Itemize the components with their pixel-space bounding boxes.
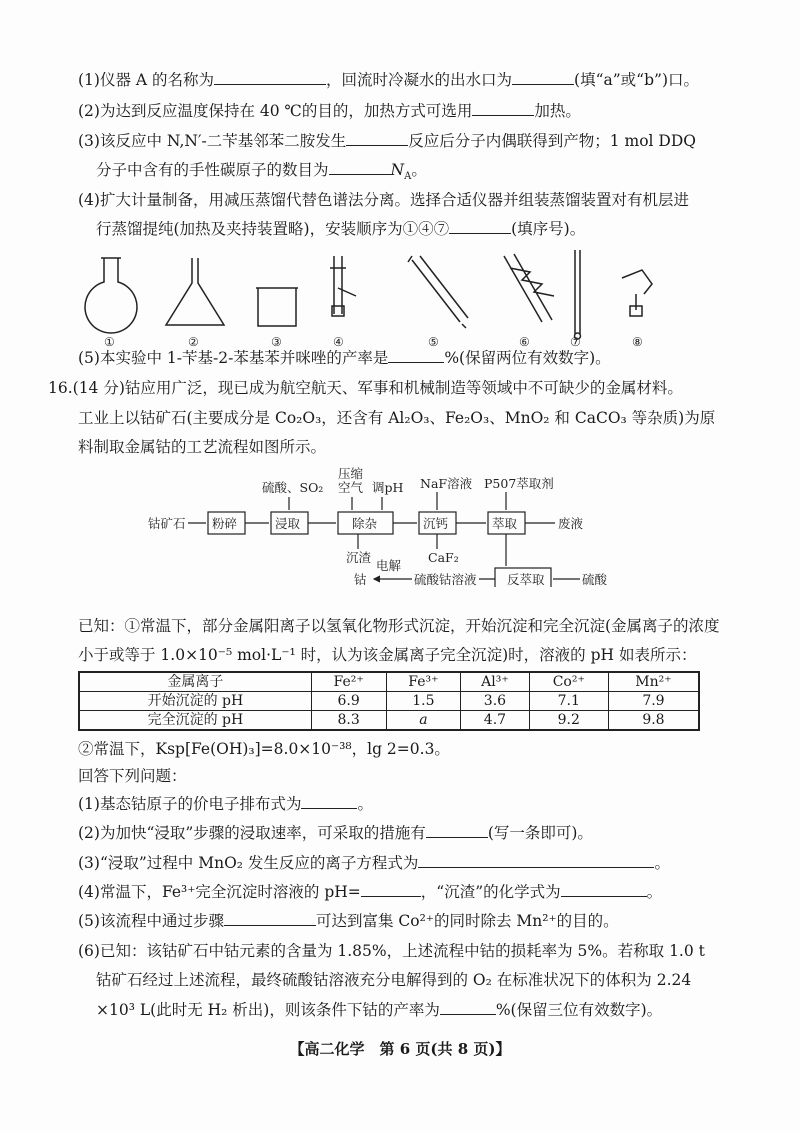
- q16-part6: (6)已知：该钴矿石中钴元素的含量为 1.85%，上述流程中钴的损耗率为 5%。若称取 1.0 t: [78, 942, 705, 960]
- table-cell: 8.3: [311, 711, 386, 731]
- flow-input-air1: 压缩: [338, 466, 364, 481]
- table-cell: 3.6: [461, 692, 529, 711]
- flow-input-air2: 空气: [338, 480, 364, 495]
- flow-output-waste: 废液: [558, 516, 584, 531]
- coiled-condenser-icon: [504, 254, 554, 322]
- answer-blank[interactable]: [561, 882, 647, 897]
- table-header: Fe²⁺: [311, 672, 386, 692]
- table-row: [79, 711, 699, 731]
- flow-output-residue: 沉渣: [346, 550, 372, 565]
- answer-blank[interactable]: [361, 882, 421, 897]
- label-6: ⑥: [519, 335, 530, 348]
- flow-box-crush: 粉碎: [212, 516, 238, 531]
- q16-intro: 16.(14 分)钴应用广泛，现已成为航空航天、军事和机械制造等领域中不可缺少的金属材料。: [48, 379, 683, 397]
- q16-part2: (2)为加快“浸取”步骤的浸取速率，可采取的措施有 (写一条即可)。: [78, 824, 593, 842]
- answer-blank[interactable]: [214, 70, 326, 85]
- answer-blank[interactable]: [418, 853, 654, 868]
- flow-start: 钴矿石: [148, 516, 186, 531]
- q15-part4: (4)扩大计量制备，用减压蒸馏代替色谱法分离。选择合适仪器并组装蒸馏装置对有机层进: [78, 191, 689, 209]
- answer-blank[interactable]: [426, 823, 488, 838]
- table-header: 金属离子: [79, 672, 311, 692]
- q15-part1: (1)仪器 A 的名称为 ，回流时冷凝水的出水口为 (填“a”或“b”)口。: [78, 71, 699, 89]
- flow-input-acid: 硫酸、SO₂: [262, 480, 324, 495]
- table-cell: 完全沉淀的 pH: [79, 711, 311, 731]
- flow-input-p507: P507萃取剂: [484, 476, 554, 491]
- flow-box-strip: 反萃取: [507, 572, 545, 587]
- distillation-head-icon: [330, 256, 356, 316]
- beaker-icon: [256, 288, 298, 326]
- table-cell: 6.9: [311, 692, 386, 711]
- table-header: Al³⁺: [461, 672, 529, 692]
- straight-condenser-icon: [408, 256, 468, 328]
- table-cell: 开始沉淀的 pH: [79, 692, 311, 711]
- table-header: Fe³⁺: [386, 672, 461, 692]
- known-2: 小于或等于 1.0×10⁻⁵ mol·L⁻¹ 时，认为该金属离子完全沉淀)时，溶液的 pH 如表所示：: [78, 646, 697, 664]
- round-bottom-flask-icon: [85, 258, 137, 333]
- flow-end-cobalt: 钴: [354, 572, 367, 587]
- q16-part5: (5)该流程中通过步骤 可达到富集 Co²⁺的同时除去 Mn²⁺的目的。: [78, 912, 619, 930]
- table-cell: 7.1: [529, 692, 608, 711]
- answer-heading: 回答下列问题：: [78, 767, 187, 785]
- answer-blank[interactable]: [472, 101, 534, 116]
- table-header-row: [79, 672, 699, 692]
- conical-flask-icon: [166, 258, 224, 325]
- label-7: ⑦: [570, 335, 581, 348]
- q16-part6-cont2: ×10³ L(此时无 H₂ 析出)，则该条件下钴的产率为 %(保留三位有效数字)。: [96, 1001, 663, 1019]
- label-4: ④: [333, 335, 344, 348]
- page-footer: 【高二化学 第 6 页(共 8 页)】: [289, 1040, 511, 1058]
- table-cell: 1.5: [386, 692, 461, 711]
- q16-part4: (4)常温下，Fe³⁺完全沉淀时溶液的 pH= ，“沉渣”的化学式为 。: [78, 883, 663, 901]
- label-5: ⑤: [428, 335, 439, 348]
- q16-intro-3: 料制取金属钴的工艺流程如图所示。: [78, 438, 327, 456]
- q16-part1: (1)基态钴原子的价电子排布式为 。: [78, 795, 373, 813]
- table-cell: 7.9: [608, 692, 699, 711]
- table-cell: a: [386, 711, 461, 731]
- flow-input-ph: 调pH: [372, 480, 404, 495]
- answer-blank[interactable]: [329, 160, 391, 175]
- flow-box-extract: 萃取: [492, 516, 518, 531]
- q15-part5: (5)本实验中 1-苄基-2-苯基苯并咪唑的产率是 %(保留两位有效数字)。: [78, 349, 611, 367]
- label-2: ②: [188, 335, 199, 348]
- q16-intro-2: 工业上以钴矿石(主要成分是 Co₂O₃，还含有 Al₂O₃、Fe₂O₃、MnO₂ 和 CaCO₃ 等杂质)为原: [78, 409, 716, 427]
- flow-box-leach: 浸取: [275, 516, 301, 531]
- table-cell: 9.8: [608, 711, 699, 731]
- answer-blank[interactable]: [449, 219, 511, 234]
- ph-table: [78, 671, 700, 731]
- flow-electrolysis: 电解: [376, 558, 402, 573]
- answer-blank[interactable]: [512, 70, 574, 85]
- flow-input-acid2: 硫酸: [582, 572, 608, 587]
- q15-part4-cont: 行蒸馏提纯(加热及夹持装置略)，安装顺序为①④⑦ (填序号)。: [96, 220, 586, 238]
- table-header: Co²⁺: [529, 672, 608, 692]
- answer-blank[interactable]: [440, 1000, 496, 1015]
- q16-part6-cont: 钴矿石经过上述流程，最终硫酸钴溶液充分电解得到的 O₂ 在标准状况下的体积为 2.24: [96, 971, 692, 989]
- answer-blank[interactable]: [346, 131, 408, 146]
- label-3: ③: [271, 335, 282, 348]
- q16-part3: (3)“浸取”过程中 MnO₂ 发生反应的离子方程式为 。: [78, 854, 670, 872]
- vacuum-adapter-icon: [622, 270, 652, 316]
- flow-box-purify: 除杂: [352, 516, 378, 531]
- process-flow-diagram: [0, 462, 800, 587]
- flow-box-calcium: 沉钙: [423, 516, 449, 531]
- label-1: ①: [104, 335, 115, 348]
- answer-blank[interactable]: [301, 794, 357, 809]
- flow-cobalt-sulfate: 硫酸钴溶液: [414, 572, 477, 587]
- q15-part3: (3)该反应中 N,N′-二苄基邻苯二胺发生 反应后分子内偶联得到产物；1 mol DDQ: [78, 132, 696, 150]
- table-header: Mn²⁺: [608, 672, 699, 692]
- answer-blank[interactable]: [388, 348, 444, 363]
- table-row: [79, 692, 699, 711]
- flow-output-caf2: CaF₂: [428, 550, 459, 565]
- flow-input-naf: NaF溶液: [420, 476, 473, 491]
- known-1: 已知：①常温下，部分金属阳离子以氢氧化物形式沉淀，开始沉淀和完全沉淀(金属离子的浓度: [78, 617, 720, 635]
- table-cell: 4.7: [461, 711, 529, 731]
- answer-blank[interactable]: [224, 911, 316, 926]
- table-cell: 9.2: [529, 711, 608, 731]
- q15-part2: (2)为达到反应温度保持在 40 ℃的目的，加热方式可选用 加热。: [78, 102, 581, 120]
- label-8: ⑧: [632, 335, 643, 348]
- q15-part3-cont: 分子中含有的手性碳原子的数目为 $N_A$。: [96, 161, 427, 183]
- apparatus-figure: [0, 248, 800, 348]
- thermometer-icon: [575, 250, 581, 339]
- known-3: ②常温下，Ksp[Fe(OH)₃]=8.0×10⁻³⁸，lg 2=0.3。: [78, 740, 450, 758]
